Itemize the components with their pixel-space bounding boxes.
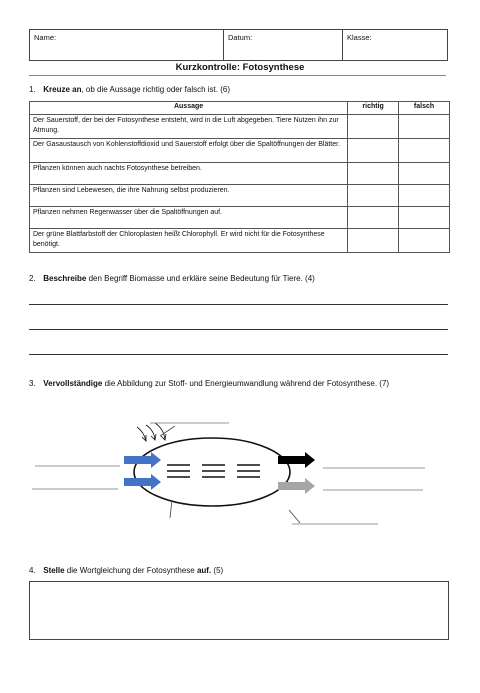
- question-3-verb: Vervollständige: [43, 379, 103, 388]
- question-1-number: 1.: [29, 85, 36, 94]
- question-4-text: die Wortgleichung der Fotosynthese: [64, 566, 197, 575]
- question-4-verb: Stelle: [43, 566, 65, 575]
- column-header-richtig: richtig: [348, 102, 399, 115]
- statement-cell: Der Gasaustausch von Kohlenstoffdioxid und Sauerstoff erfolgt über die Spaltöffnungen der Blätter.: [30, 139, 348, 163]
- question-2-number: 2.: [29, 274, 36, 283]
- output-arrow-1: [278, 452, 315, 468]
- statement-cell: Pflanzen können auch nachts Fotosynthese betreiben.: [30, 163, 348, 185]
- question-3-number: 3.: [29, 379, 36, 388]
- question-1-text: , ob die Aussage richtig oder falsch ist. (6): [81, 85, 230, 94]
- question-1-verb: Kreuze an: [43, 85, 82, 94]
- question-2-verb: Beschreibe: [43, 274, 87, 283]
- question-2-text: den Begriff Biomasse und erkläre seine Bedeutung für Tiere. (4): [86, 274, 315, 283]
- column-header-aussage: Aussage: [30, 102, 348, 115]
- question-4-points: (5): [211, 566, 224, 575]
- statement-cell: Pflanzen sind Lebewesen, die ihre Nahrung selbst produzieren.: [30, 185, 348, 207]
- statement-cell: Pflanzen nehmen Regenwasser über die Spaltöffnungen auf.: [30, 207, 348, 229]
- date-label: Datum:: [228, 33, 253, 42]
- sunlight-arrows: [137, 423, 166, 441]
- question-4-number: 4.: [29, 566, 36, 575]
- output-arrow-2: [278, 478, 315, 494]
- question-4-verb-2: auf.: [196, 566, 212, 575]
- leaf-chloroplast-ellipse: [134, 438, 290, 506]
- name-label: Name:: [34, 33, 57, 42]
- pointer-line-bottom-right: [289, 510, 300, 523]
- pointer-line-bottom-left: [170, 500, 172, 518]
- question-3-text: die Abbildung zur Stoff- und Energieumwandlung während der Fotosynthese. (7): [102, 379, 390, 388]
- column-header-falsch: falsch: [399, 102, 450, 115]
- word-equation-answer-box[interactable]: [29, 581, 449, 640]
- statement-cell: Der grüne Blattfarbstoff der Chloroplasten heißt Chlorophyll. Er wird nicht für die Fotosynthese benötigt.: [30, 229, 348, 253]
- input-arrow-1: [124, 452, 161, 468]
- equals-signs: [167, 465, 260, 477]
- page-title: Kurzkontrolle: Fotosynthese: [175, 62, 305, 73]
- question-4: [29, 566, 223, 575]
- statement-cell: Der Sauerstoff, der bei der Fotosynthese entsteht, wird in die Luft abgegeben. Tiere Nutzen ihn zur Atmung.: [30, 115, 348, 139]
- class-label: Klasse:: [347, 33, 372, 42]
